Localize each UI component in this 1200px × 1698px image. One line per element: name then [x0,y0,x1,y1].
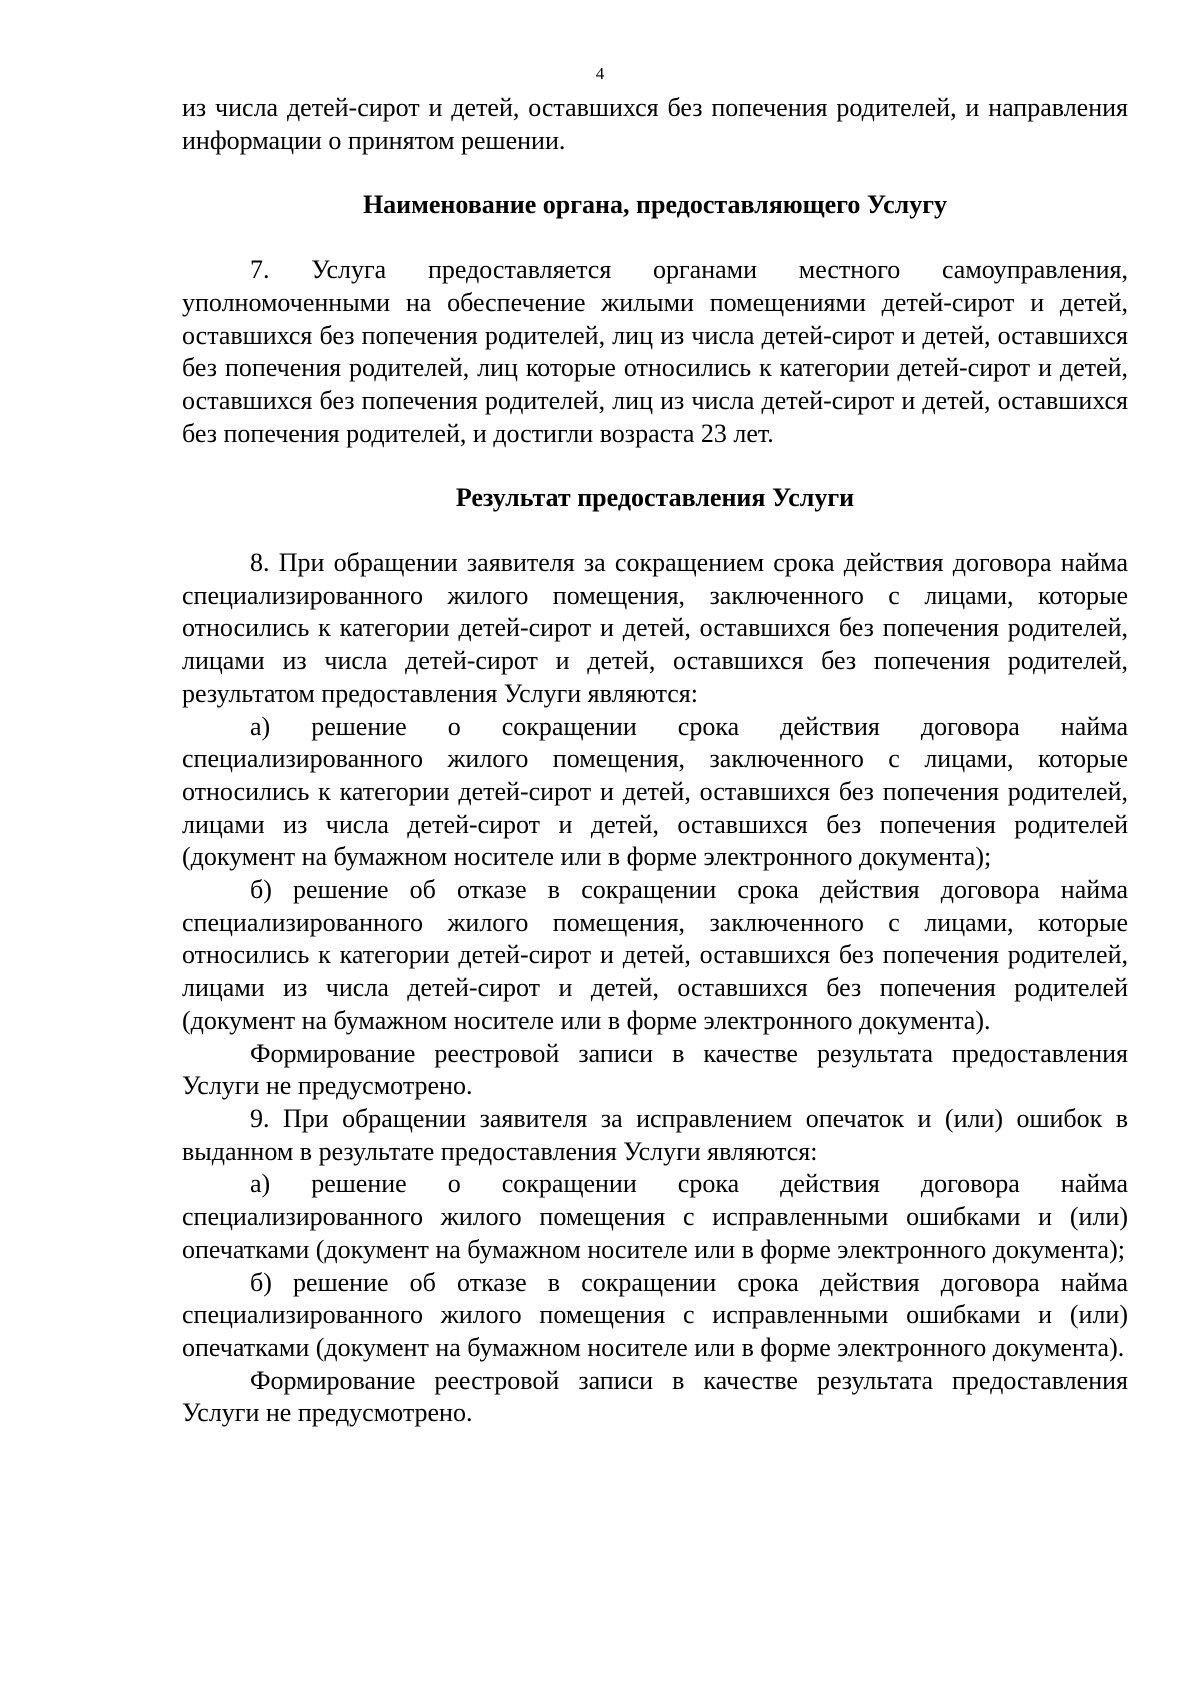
paragraph-9-a: а) решение о сокращении срока действия договора найма специализированного жилого помещения с исправленными ошибками и (или) опечатками (документ на бумажном носителе или в форме электронного документа); [182,1169,1128,1264]
paragraph-8-a: а) решение о сокращении срока действия договора найма специализированного жилого помещения, заключенного с лицами, которые относились к категории детей-сирот и детей, оставшихся без попечения родителей, лицами из числа детей-сирот и детей, оставшихся без попечения родителей (документ на бумажном носителе или в форме электронного документа); [182,711,1128,872]
paragraph-8-registry: Формирование реестровой записи в качестве результата предоставления Услуги не предусмотрено. [182,1038,1128,1101]
spacer [182,157,1128,189]
paragraph-7: 7. Услуга предоставляется органами местного самоуправления, уполномоченными на обеспечение жилыми помещениями детей-сирот и детей, оставшихся без попечения родителей, лиц из числа детей-сирот и детей, оставшихся без попечения родителей, лиц которые относились к категории детей-сирот и детей, оставшихся без попечения родителей, лиц из числа детей-сирот и детей, оставшихся без попечения родителей, и достигли возраста 23 лет. [182,255,1128,448]
paragraph-8-b: б) решение об отказе в сокращении срока действия договора найма специализированного жилого помещения, заключенного с лицами, которые относились к категории детей-сирот и детей, оставшихся без попечения родителей, лицами из числа детей-сирот и детей, оставшихся без попечения родителей (документ на бумажном носителе или в форме электронного документа). [182,875,1128,1035]
paragraph-9-registry: Формирование реестровой записи в качестве результата предоставления Услуги не предусмотрено. [182,1365,1128,1428]
spacer [182,222,1128,254]
paragraph-8: 8. При обращении заявителя за сокращением срока действия договора найма специализированного жилого помещения, заключенного с лицами, которые относились к категории детей-сирот и детей, оставшихся без попечения родителей, лицами из числа детей-сирот и детей, оставшихся без попечения родителей, результатом предоставления Услуги являются: [182,548,1128,708]
document-body [182,92,1128,1430]
paragraph-9: 9. При обращении заявителя за исправлением опечаток и (или) ошибок в выданном в результате предоставления Услуги являются: [182,1103,1128,1166]
continued-paragraph: из числа детей-сирот и детей, оставшихся без попечения родителей, и направления информации о принятом решении. [182,93,1128,155]
paragraph-9-b: б) решение об отказе в сокращении срока действия договора найма специализированного жилого помещения с исправленными ошибками и (или) опечатками (документ на бумажном носителе или в форме электронного документа). [182,1267,1128,1362]
spacer [182,515,1128,547]
page-number: 4 [595,64,605,83]
section-heading-result: Результат предоставления Услуги [455,483,855,513]
section-heading-authority: Наименование органа, предоставляющего Услугу [362,190,948,220]
spacer [182,450,1128,482]
